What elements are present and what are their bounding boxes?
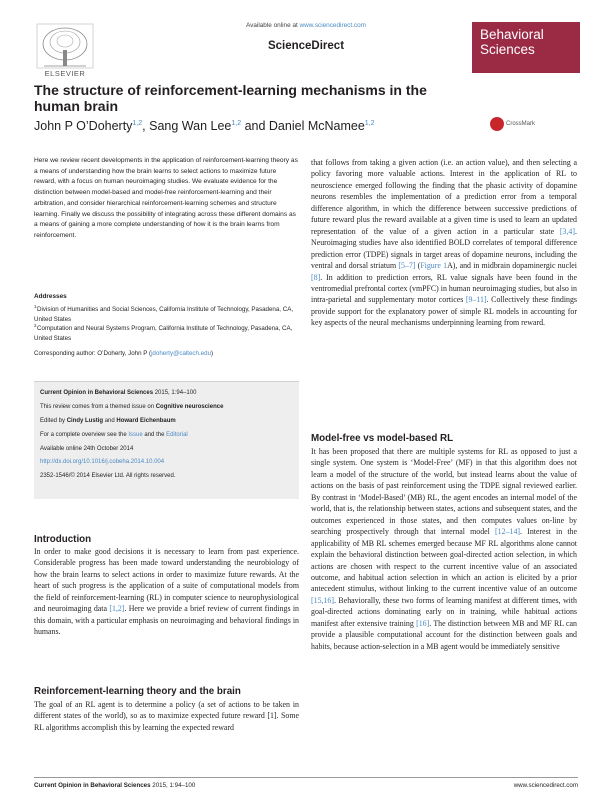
journal-badge-line1: Behavioral — [480, 27, 544, 42]
section-heading-introduction: Introduction — [34, 534, 92, 545]
author-affiliation[interactable]: 1,2 — [231, 120, 242, 127]
corresponding-author: Corresponding author: O’Doherty, John P (jdoherty@caltech.edu) — [34, 350, 214, 357]
available-online-line: Available online at www.sciencedirect.com — [246, 22, 366, 29]
rl-theory-paragraph: The goal of an RL agent is to determine a policy (a set of actions to be taken in different states of the world), so as to maximize expected future reward [1]. Some RL algorithms accomplish this by learning the expected reward — [34, 700, 299, 732]
introduction-paragraph: In order to make good decisions it is necessary to learn from past experience. Considerable progress has been made toward understanding the neurobiology of how the brain learns to select actions in order to maximize future rewards. At the heart of such progress is the application of a suite of computational models from the field of reinforcement-learning (RL) in computer science to neurophysiological and neuroimaging data [1,2]. Here we provide a brief review of current findings in this domain, with a particular emphasis on neuroimaging and behavioral findings in humans. — [34, 547, 299, 637]
info-editors: Edited by Cindy Lustig and Howard Eichenbaum — [40, 418, 176, 424]
citation-link[interactable]: [8] — [311, 272, 321, 282]
rl-theory-paragraph-continued: that follows from taking a given action (i.e. an action value), and then selecting a policy favoring more valuable actions. Interest in the application of RL to neuroscience emerged following the finding that the phasic activity of dopamine neurons resembles the implementation of a prediction error from a temporal difference algorithm, in which the difference between successive predictions of future reward plus the reward available at a given time is used to learn an updated representation of the value of a given action in a particular state [3,4]. Neuroimaging studies have also identified BOLD correlates of temporal difference prediction error (TDPE) signals in target areas of dopamine neurons, including the ventral and dorsal striatum [5–7] (Figure 1A), and in midbrain dopaminergic nuclei [8]. In addition to prediction errors, RL value signals have been found in the ventromedial prefrontal cortex (vmPFC) in human neuroimaging studies, but also in intra-parietal and supplementary motor cortices [9–11]. Collectively these findings provide support for the explanatory power of simple RL models in accounting for key aspects of the neural mechanisms underpinning learning from reward. — [311, 158, 577, 328]
citation-link[interactable]: [1,2] — [109, 604, 125, 614]
journal-badge — [472, 22, 580, 73]
sciencedirect-brand: ScienceDirect — [267, 40, 345, 52]
doi-link[interactable]: http://dx.doi.org/10.1016/j.cobeha.2014.10.004 — [40, 459, 165, 465]
citation-link[interactable]: [16] — [416, 618, 430, 628]
info-doi — [40, 458, 295, 466]
author-list: John P O’Doherty$^{1,2}$, Sang Wan Lee$^{1,2}$ and Daniel McNamee$^{1,2}$ — [34, 119, 375, 134]
editorial-link[interactable]: Editorial — [166, 432, 188, 438]
elsevier-wordmark: ELSEVIER — [44, 69, 86, 78]
footer-site: www.sciencedirect.com — [513, 782, 578, 789]
addresses-heading: Addresses — [34, 293, 67, 300]
author-affiliation[interactable]: 1,2 — [364, 120, 375, 127]
info-journal: Current Opinion in Behavioral Sciences 2015, 1:94–100 — [40, 390, 197, 396]
info-copyright: 2352-1546/© 2014 Elsevier Ltd. All rights reserved. — [40, 473, 176, 479]
info-theme: This review comes from a themed issue on Cognitive neuroscience — [40, 404, 224, 410]
citation-link[interactable]: [9–11] — [465, 295, 487, 305]
article-title: The structure of reinforcement-learning mechanisms in the human brain — [34, 82, 427, 114]
info-overview: For a complete overview see the Issue and the Editorial — [40, 432, 188, 438]
crossmark-label: CrossMark — [506, 120, 536, 127]
citation-link[interactable]: [12–14] — [495, 527, 521, 537]
model-free-paragraph: It has been proposed that there are multiple systems for RL as opposed to just a single system. One system is ‘Model-Free’ (MF) in that this algorithm does not learn a model of the structure of the world, but instead learns about the value of actions on the basis of past reinforcement using the TDPE signal reviewed earlier. By contrast in ‘Model-Based’ (MB) RL, the agent encodes an internal model of the world, that is, the relationship between states, actions and subsequent states, and the outcomes experienced in those states, and then computes values on-line by searching prospectively through that internal model [12–14]. Interest in the applicability of MB RL schemes emerged because MF RL algorithms alone cannot explain the behavioral distinction between goal-directed action selection, in which actions are chosen with respect to the current incentive value of an associated outcome, and habitual action selection in which an action is elicited by a prior antecedent stimulus, without linking to the current incentive value of an outcome [15,16]. Behaviorally, these two forms of learning manifest at different times, with goal-directed actions dominating early on in training, while habitual actions manifest after extensive training [16]. The distinction between MB and MF RL can provide a plausible computational account for the distinction between goals and habits, because action-selection in a MB agent would be immediately sensitive — [311, 447, 577, 651]
abstract: Here we review recent developments in the application of reinforcement-learning theory as a means of understanding how the brain learns to select actions to maximize future reward, with a focus on human neuroimaging studies. We evaluate evidence for the distinction between model-based and model-free reinforcement-learning and their arbitration, and consider hierarchical reinforcement-learning schemes and structure learning. Finally we discuss the possibility of integrating across these different domains as a means of gaining a more complete understanding of how it is the brain learns from reinforcement. — [34, 157, 298, 239]
citation-link[interactable]: [3,4] — [559, 226, 576, 236]
journal-badge-line2: Sciences — [480, 42, 535, 57]
info-available: Available online 24th October 2014 — [40, 446, 134, 452]
author-name: John P O’Doherty — [34, 119, 133, 134]
citation-link[interactable]: [5–7] — [398, 261, 416, 271]
figure-link[interactable]: Figure 1 — [420, 261, 448, 271]
citation-link[interactable]: [15,16] — [311, 595, 335, 605]
author-name: Daniel McNamee — [268, 119, 365, 134]
author-affiliation[interactable]: 1,2 — [132, 120, 143, 127]
footer-divider — [34, 777, 578, 778]
address-item: $^1$ Division of Humanities and Social Sciences, California Institute of Technology, Pasadena, CA, United States — [34, 304, 294, 323]
footer-citation: Current Opinion in Behavioral Sciences 2015, 1:94–100 — [34, 782, 196, 789]
author-name: Sang Wan Lee — [149, 119, 232, 134]
issue-link[interactable]: Issue — [128, 432, 143, 438]
crossmark-icon — [490, 117, 504, 131]
address-item: $^2$ Computation and Neural Systems Program, California Institute of Technology, Pasadena, CA, United States — [34, 323, 293, 342]
crossmark-button[interactable] — [490, 115, 535, 131]
author-email-link[interactable]: jdoherty@caltech.edu — [151, 350, 212, 357]
sciencedirect-link[interactable]: www.sciencedirect.com — [299, 22, 366, 29]
article-info-box — [34, 381, 299, 499]
section-heading-rl-theory: Reinforcement-learning theory and the brain — [34, 686, 241, 697]
section-heading-model-free-vs-model-based: Model-free vs model-based RL — [311, 433, 454, 444]
